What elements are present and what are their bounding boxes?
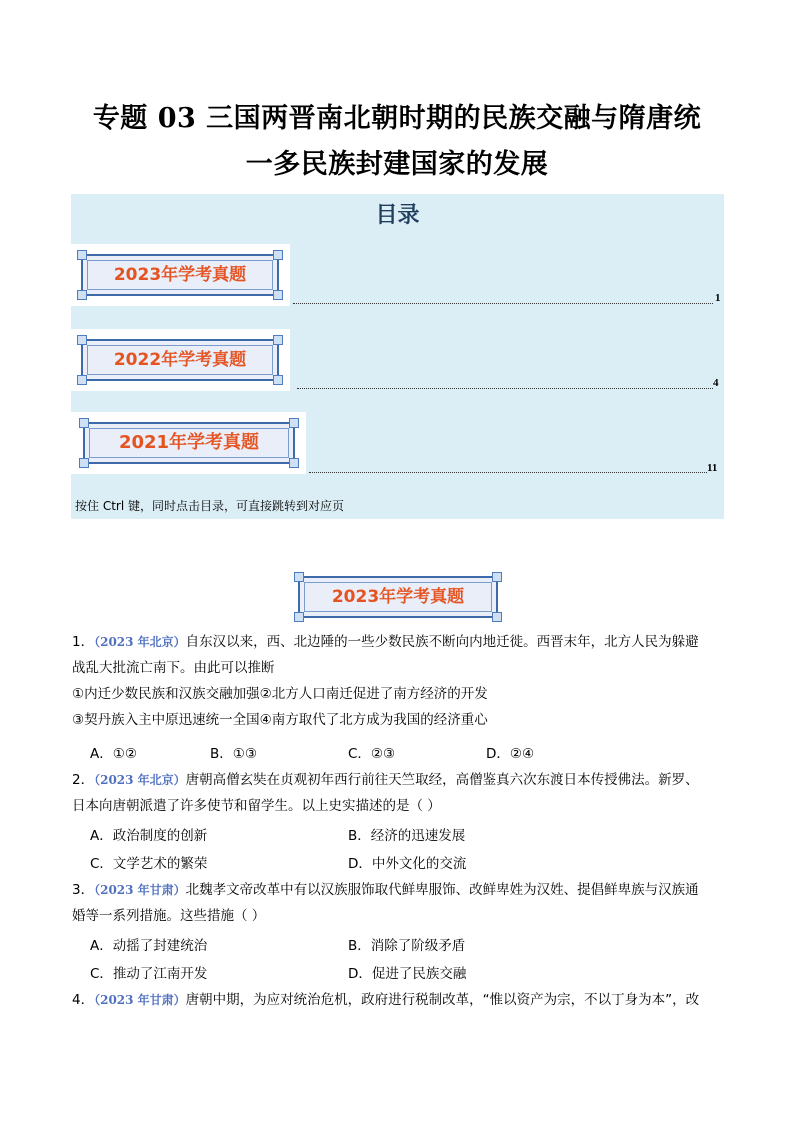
corner-ornament-icon — [79, 458, 89, 468]
toc-page-number: 11 — [707, 462, 718, 474]
question-stem: 自东汉以来，西、北边陲的一些少数民族不断向内地迁徙。西晋末年，北方人民为躲避 — [185, 634, 699, 650]
toc-entry-2022[interactable] — [71, 329, 724, 411]
title-line-1: 专题 03 三国两晋南北朝时期的民族交融与隋唐统 — [92, 103, 702, 134]
corner-ornament-icon — [273, 375, 283, 385]
question-4 — [72, 987, 732, 1013]
option-d[interactable]: D．中外文化的交流 — [348, 856, 467, 872]
corner-ornament-icon — [273, 250, 283, 260]
corner-ornament-icon — [77, 375, 87, 385]
corner-ornament-icon — [492, 572, 502, 582]
corner-ornament-icon — [79, 418, 89, 428]
question-number: 2． — [72, 772, 95, 788]
corner-ornament-icon — [492, 612, 502, 622]
option-d[interactable]: D．促进了民族交融 — [348, 966, 467, 982]
option-a[interactable]: A．①② — [90, 746, 137, 762]
toc-entry-2021[interactable] — [71, 412, 724, 494]
option-b[interactable]: B．①③ — [210, 746, 257, 762]
question-source: （2023 年甘肃） — [94, 883, 186, 897]
corner-ornament-icon — [77, 250, 87, 260]
toc-page-number: 1 — [715, 292, 721, 304]
toc-badge-2021 — [83, 422, 295, 464]
option-c[interactable]: C．文学艺术的繁荣 — [90, 856, 208, 872]
option-c[interactable]: C．推动了江南开发 — [90, 966, 208, 982]
toc-leader-dots — [293, 303, 713, 304]
toc-entry-label: 2021年学考真题 — [118, 432, 260, 453]
corner-ornament-icon — [273, 290, 283, 300]
question-stem-cont: 战乱大批流亡南下。由此可以推断 — [72, 660, 275, 676]
question-3 — [72, 877, 732, 929]
question-stem: 北魏孝文帝改革中有以汉族服饰取代鲜卑服饰、改鲜卑姓为汉姓、提倡鲜卑族与汉族通 — [185, 882, 699, 898]
corner-ornament-icon — [77, 290, 87, 300]
question-number: 3． — [72, 882, 95, 898]
corner-ornament-icon — [289, 418, 299, 428]
question-source: （2023 年北京） — [94, 773, 186, 787]
question-item: ①内迁少数民族和汉族交融加强②北方人口南迁促进了南方经济的开发 — [72, 686, 488, 702]
corner-ornament-icon — [273, 335, 283, 345]
question-1 — [72, 629, 732, 733]
corner-ornament-icon — [294, 572, 304, 582]
question-stem-cont: 婚等一系列措施。这些措施（ ） — [72, 908, 266, 924]
title-line-2: 一多民族封建国家的发展 — [245, 149, 549, 180]
question-stem: 唐朝中期，为应对统治危机，政府进行税制改革，“惟以资产为宗，不以丁身为本”，改 — [185, 992, 700, 1008]
toc-leader-dots — [309, 472, 707, 473]
option-a[interactable]: A．政治制度的创新 — [90, 828, 208, 844]
question-item: ③契丹族入主中原迅速统一全国④南方取代了北方成为我国的经济重心 — [72, 712, 488, 728]
question-stem-cont: 日本向唐朝派遣了许多使节和留学生。以上史实描述的是（ ） — [72, 798, 441, 814]
toc-leader-dots — [297, 388, 713, 389]
option-b[interactable]: B．消除了阶级矛盾 — [348, 938, 466, 954]
toc-entry-label: 2022年学考真题 — [113, 350, 247, 370]
toc-hint: 按住 Ctrl 键，同时点击目录，可直接跳转到对应页 — [75, 499, 344, 513]
toc-badge-2023 — [81, 254, 279, 296]
toc-page-number: 4 — [713, 377, 719, 389]
option-c[interactable]: C．②③ — [348, 746, 396, 762]
option-a[interactable]: A．动摇了封建统治 — [90, 938, 208, 954]
toc-heading: 目录 — [375, 203, 420, 228]
corner-ornament-icon — [294, 612, 304, 622]
corner-ornament-icon — [77, 335, 87, 345]
section-badge-label: 2023年学考真题 — [331, 587, 465, 607]
question-source: （2023 年甘肃） — [94, 993, 186, 1007]
toc-entry-label: 2023年学考真题 — [113, 265, 247, 285]
toc-badge-2022 — [81, 339, 279, 381]
corner-ornament-icon — [289, 458, 299, 468]
question-2 — [72, 767, 732, 819]
table-of-contents — [71, 194, 724, 519]
question-number: 1． — [72, 634, 95, 650]
document-title — [60, 96, 734, 188]
question-stem: 唐朝高僧玄奘在贞观初年西行前往天竺取经，高僧鉴真六次东渡日本传授佛法。新罗、 — [185, 772, 699, 788]
question-number: 4． — [72, 992, 95, 1008]
toc-entry-2023[interactable] — [71, 244, 724, 326]
option-d[interactable]: D．②④ — [486, 746, 535, 762]
section-badge-2023 — [298, 576, 498, 618]
question-source: （2023 年北京） — [94, 635, 186, 649]
option-b[interactable]: B．经济的迅速发展 — [348, 828, 466, 844]
